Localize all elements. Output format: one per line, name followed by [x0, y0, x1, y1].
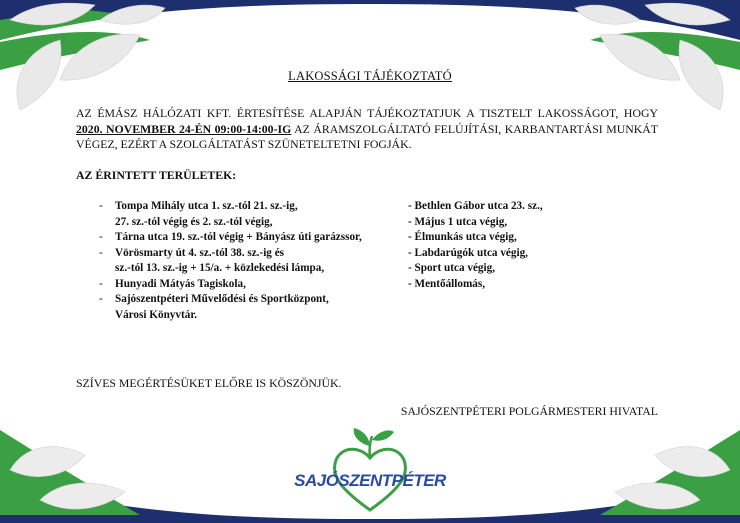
outage-date: 2020. NOVEMBER 24-ÉN 09:00-14:00-IG — [76, 121, 292, 136]
area-line: - Mentőállomás, — [408, 277, 486, 290]
area-entry — [99, 199, 419, 230]
area-line: - Május 1 utca végig, — [408, 215, 508, 228]
thanks-line: SZÍVES MEGÉRTÉSÜKET ELŐRE IS KÖSZÖNJÜK. — [76, 376, 342, 390]
list-dash: - — [99, 231, 103, 243]
area-entry — [99, 277, 419, 293]
area-line: - Bethlen Gábor utca 23. sz., — [408, 200, 543, 212]
logo-sprout-leaf-left — [354, 428, 370, 446]
area-entry — [99, 230, 419, 246]
area-line: Városi Könyvtár. — [115, 308, 198, 321]
area-line: - Labdarúgók utca végig, — [408, 246, 528, 259]
logo-wordmark: SAJÓSZENTPÉTER — [294, 471, 446, 490]
logo-sprout-leaf-right — [372, 430, 394, 440]
affected-areas-heading: AZ ÉRINTETT TERÜLETEK: — [76, 168, 237, 182]
list-dash: - — [99, 246, 103, 259]
intro-text-before-date: AZ ÉMÁSZ HÁLÓZATI KFT. ÉRTESÍTÉSE ALAPJÁN TÁJÉKOZTATJUK A TISZTELT LAKOSSÁGOT, HOGY — [76, 106, 658, 120]
notice-title: LAKOSSÁGI TÁJÉKOZTATÓ — [288, 69, 452, 83]
area-line: Vörösmarty út 4. sz.-tól 38. sz.-ig és — [115, 246, 285, 259]
signature: SAJÓSZENTPÉTERI POLGÁRMESTERI HIVATAL — [400, 404, 658, 418]
area-line: - Élmunkás utca végig, — [408, 231, 517, 243]
list-dash: - — [99, 293, 103, 305]
affected-areas-right-column — [408, 199, 608, 292]
area-line: sz.-tól 13. sz.-ig + 15/a. + közlekedési lámpa, — [115, 262, 325, 274]
town-logo — [290, 424, 450, 514]
area-line: 27. sz.-tól végig és 2. sz.-tól végig, — [115, 215, 273, 228]
notice-intro — [76, 106, 658, 153]
intro-text-after-date: AZ ÁRAMSZOLGÁLTATÓ FELÚJÍTÁSI, KARBANTARTÁSI MUNKÁT VÉGEZ, EZÉRT A SZOLGÁLTATÁST SZÜNETELTETNI FOGJÁK. — [76, 121, 658, 151]
area-entry — [99, 246, 419, 277]
list-dash: - — [99, 277, 103, 290]
area-line: - Sport utca végig, — [408, 262, 496, 274]
area-line: Tárna utca 19. sz.-tól végig + Bányász úti garázssor, — [115, 231, 362, 243]
affected-areas-left-column — [99, 199, 419, 323]
area-line: Hunyadi Mátyás Tagiskola, — [115, 277, 246, 290]
area-line: Tompa Mihály utca 1. sz.-tól 21. sz.-ig, — [115, 200, 298, 212]
area-line: Sajószentpéteri Művelődési és Sportközpont, — [115, 293, 329, 305]
area-entry — [99, 292, 419, 323]
list-dash: - — [99, 200, 103, 212]
